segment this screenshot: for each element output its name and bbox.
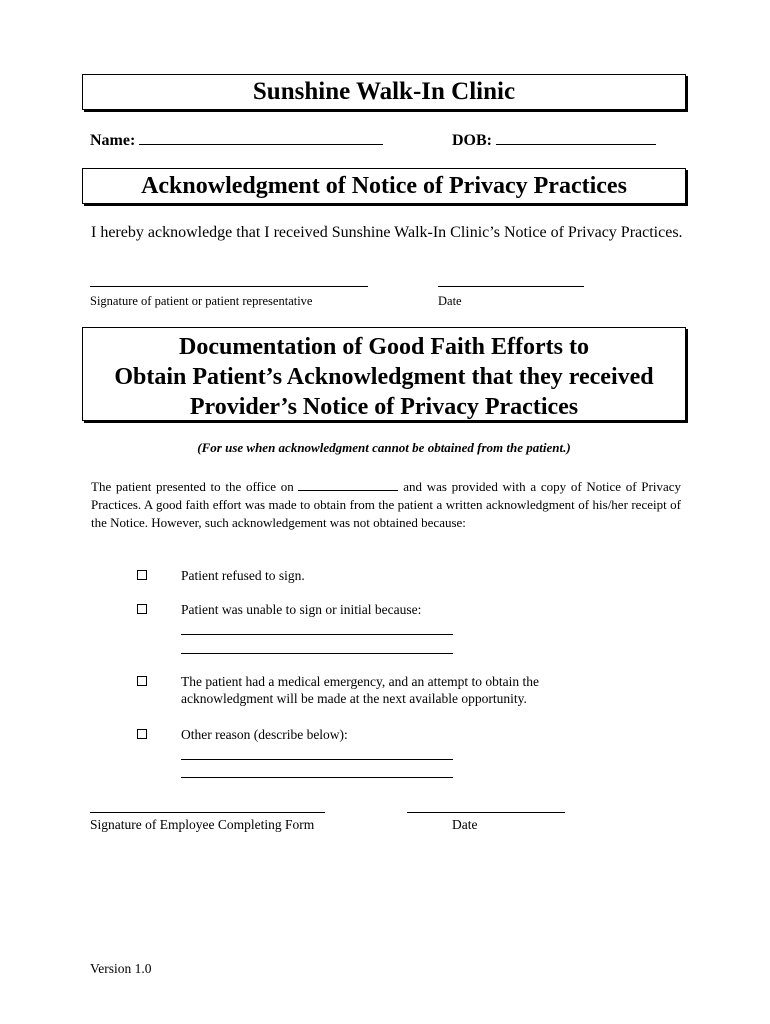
name-blank[interactable]: [139, 130, 383, 145]
patient-signature-label: Signature of patient or patient representative: [90, 294, 313, 308]
patient-signature-line[interactable]: [90, 286, 368, 287]
name-label: Name:: [90, 132, 136, 149]
dob-field[interactable]: [452, 130, 656, 150]
good-faith-title-line1: Documentation of Good Faith Efforts to: [179, 334, 589, 360]
unable-reason-line-1[interactable]: [181, 634, 453, 635]
option-unable-label: Patient was unable to sign or initial because:: [181, 602, 422, 617]
refused-checkbox[interactable]: [137, 570, 147, 580]
name-field[interactable]: [90, 130, 383, 150]
patient-date-label: Date: [438, 294, 462, 308]
option-other-label: Other reason (describe below):: [181, 727, 348, 742]
ack-statement: I hereby acknowledge that I received Sunshine Walk-In Clinic’s Notice of Privacy Practices.: [91, 224, 683, 241]
ack-title: Acknowledgment of Notice of Privacy Practices: [82, 168, 686, 204]
dob-label: DOB:: [452, 132, 492, 149]
emergency-checkbox[interactable]: [137, 676, 147, 686]
good-faith-paragraph: [91, 478, 681, 532]
good-faith-title: [82, 327, 686, 421]
employee-signature-line[interactable]: [90, 812, 325, 813]
employee-date-line[interactable]: [407, 812, 565, 813]
employee-signature-label: Signature of Employee Completing Form: [90, 817, 315, 832]
unable-checkbox[interactable]: [137, 604, 147, 614]
other-reason-line-1[interactable]: [181, 759, 453, 760]
paragraph-part1: The patient presented to the office on: [91, 479, 294, 494]
clinic-name-header: Sunshine Walk-In Clinic: [82, 74, 686, 110]
employee-date-label: Date: [452, 817, 478, 832]
good-faith-title-line3: Provider’s Notice of Privacy Practices: [189, 394, 579, 420]
presented-date-blank[interactable]: [298, 478, 398, 491]
version-label: Version 1.0: [90, 961, 152, 976]
option-emergency-label: The patient had a medical emergency, and an attempt to obtain the acknowledgment will be made at the next available opportunity.: [181, 674, 539, 706]
patient-date-line[interactable]: [438, 286, 584, 287]
unable-reason-line-2[interactable]: [181, 653, 453, 654]
paragraph-part2: and was provided with a copy of Notice of Privacy Practices. A good faith effort was made to obtain from the patient a written acknowledgment of his/her receipt of the Notice. However, such acknowledgement was not obtained because:: [91, 479, 682, 530]
other-checkbox[interactable]: [137, 729, 147, 739]
dob-blank[interactable]: [496, 130, 656, 145]
good-faith-title-line2: Obtain Patient’s Acknowledgment that they received: [114, 364, 654, 390]
other-reason-line-2[interactable]: [181, 777, 453, 778]
option-refused-label: Patient refused to sign.: [181, 568, 305, 583]
usage-note: (For use when acknowledgment cannot be obtained from the patient.): [197, 440, 571, 455]
